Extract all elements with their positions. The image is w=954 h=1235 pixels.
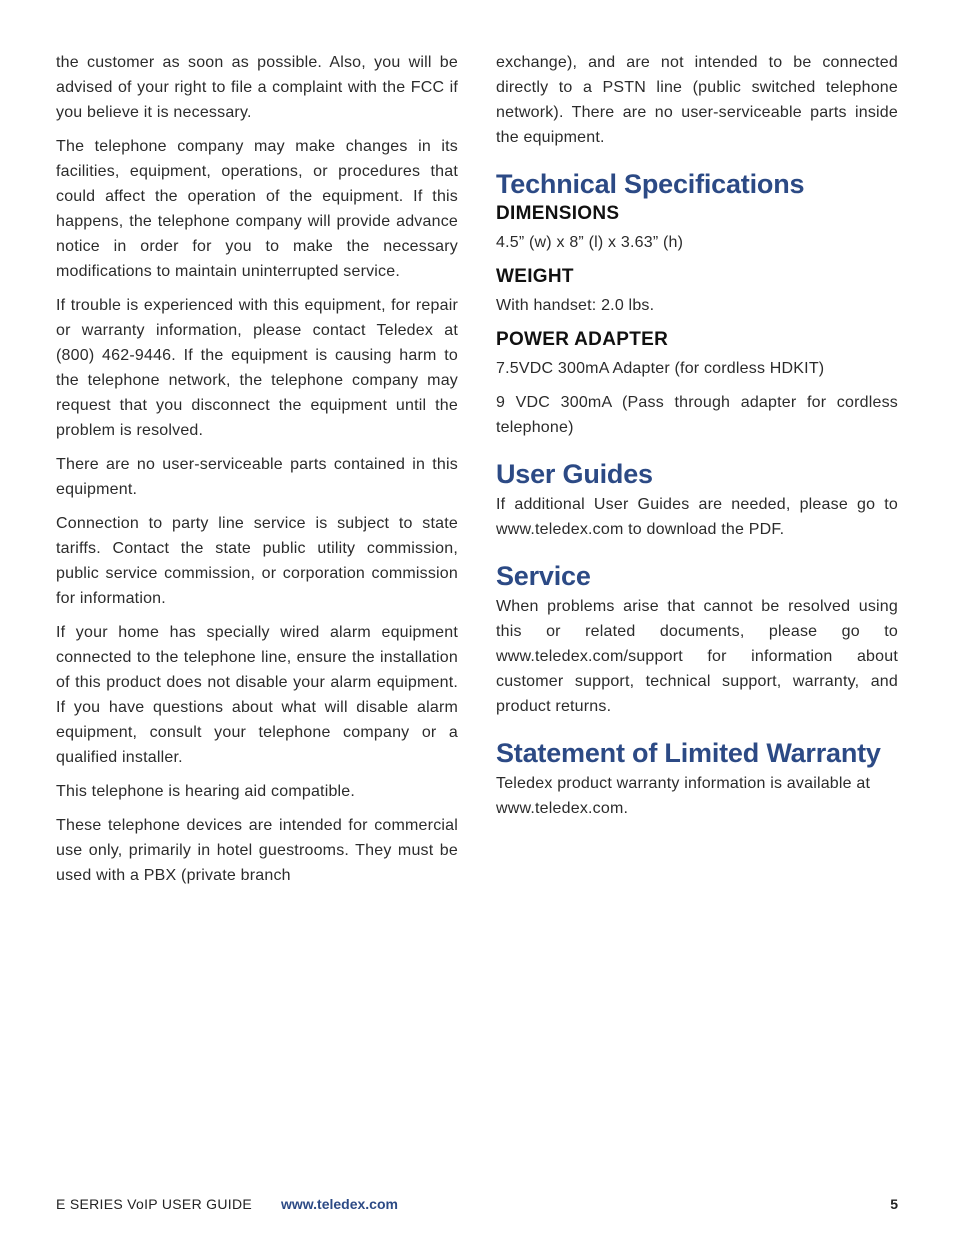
weight-value: With handset: 2.0 lbs. [496,297,655,314]
left-column [56,50,458,897]
intro-paragraph: exchange), and are not intended to be connected directly to a PSTN line (public switched telephone network). There are no user-serviceable parts inside the equipment. [496,54,898,146]
service-text: When problems arise that cannot be resolved using this or related documents, please go to www.teledex.com/support for information about customer support, technical support, warranty, and product returns. [496,598,898,715]
service-heading: Service [496,561,591,591]
dimensions-heading: DIMENSIONS [496,203,620,224]
warranty-text: Teledex product warranty information is available at www.teledex.com. [496,775,871,817]
body-paragraph: If trouble is experienced with this equipment, for repair or warranty information, please contact Teledex at (800) 462-9446. If the equipment is causing harm to the telephone network, the telephone company may request that you disconnect the equipment until the problem is resolved. [56,297,458,439]
dimensions-value: 4.5” (w) x 8” (l) x 3.63” (h) [496,234,684,251]
weight-heading: WEIGHT [496,266,574,287]
tech-specs-heading: Technical Specifications [496,169,805,199]
body-paragraph: the customer as soon as possible. Also, you will be advised of your right to file a complaint with the FCC if you believe it is necessary. [56,54,458,121]
page-number: 5 [890,1196,898,1212]
page-footer [56,1194,898,1214]
body-paragraph: The telephone company may make changes in its facilities, equipment, operations, or procedures that could affect the operation of the equipment. If this happens, the telephone company will provide advance notice in order for you to make the necessary modifications to maintain uninterrupted service. [56,138,458,280]
footer-guide-title: E SERIES VoIP USER GUIDE [56,1196,253,1212]
user-guides-text: If additional User Guides are needed, please go to www.teledex.com to download the PDF. [496,496,898,538]
power-adapter-value: 9 VDC 300mA (Pass through adapter for cordless telephone) [496,394,898,436]
body-paragraph: Connection to party line service is subject to state tariffs. Contact the state public utility commission, public service commission, or corporation commission for information. [56,515,458,607]
footer-url-link[interactable]: www.teledex.com [281,1196,398,1212]
warranty-heading: Statement of Limited Warranty [496,738,881,768]
body-paragraph: If your home has specially wired alarm equipment connected to the telephone line, ensure the installation of this product does not disable your alarm equipment. If you have questions about what will disable alarm equipment, consult your telephone company or a qualified installer. [56,624,458,766]
body-paragraph: There are no user-serviceable parts contained in this equipment. [56,456,458,498]
power-adapter-heading: POWER ADAPTER [496,329,669,350]
user-guides-heading: User Guides [496,459,653,489]
body-paragraph: These telephone devices are intended for commercial use only, primarily in hotel guestrooms. They must be used with a PBX (private branch [56,817,458,884]
right-column [496,50,898,830]
power-adapter-value: 7.5VDC 300mA Adapter (for cordless HDKIT) [496,360,825,377]
body-paragraph: This telephone is hearing aid compatible. [56,783,356,800]
